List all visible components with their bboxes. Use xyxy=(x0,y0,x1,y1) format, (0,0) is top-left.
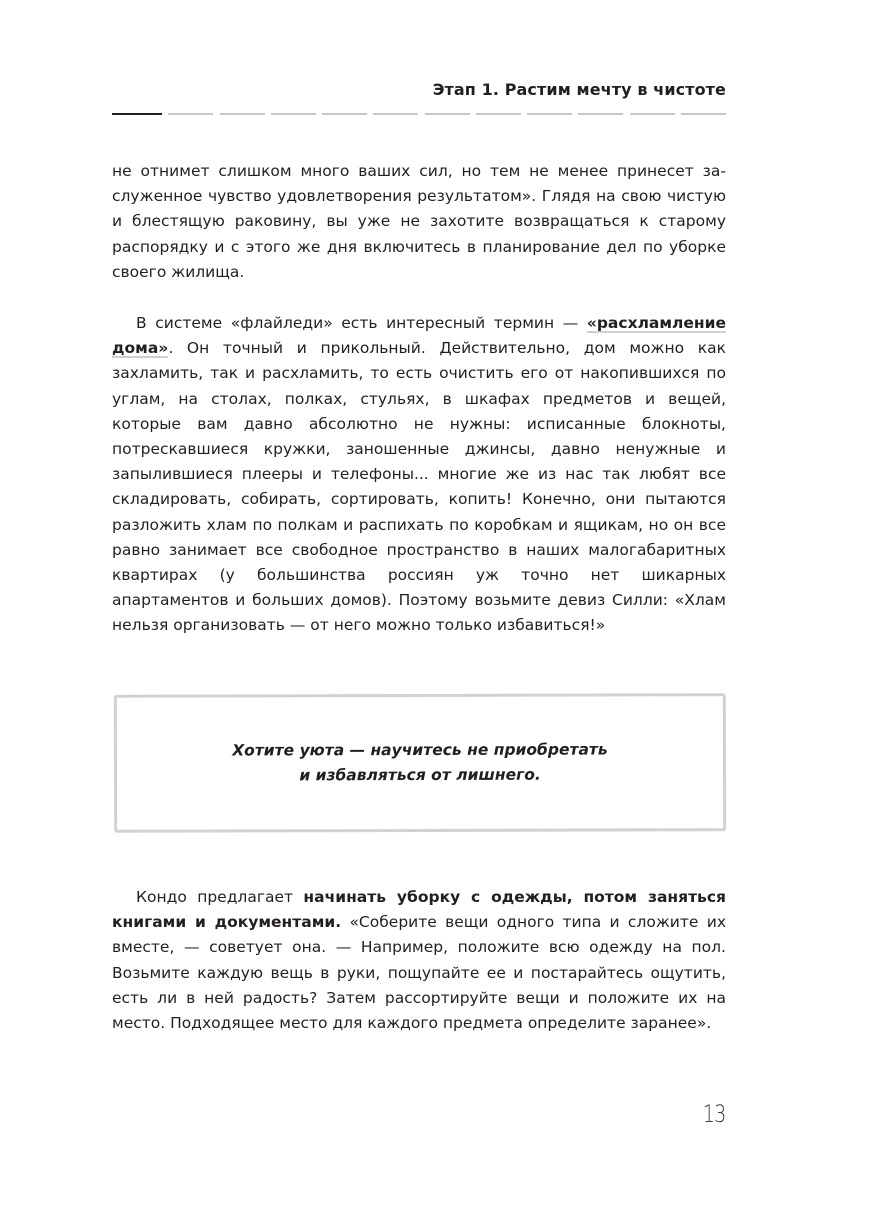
rule-segment xyxy=(322,113,367,115)
paragraph-kondo xyxy=(112,885,726,1036)
rule-segment xyxy=(271,113,316,115)
callout-line-2: и избавляться от лишнего. xyxy=(299,765,541,785)
paragraph-kondo-intro: Кондо предлагает xyxy=(136,888,304,906)
rule-segment xyxy=(373,113,418,115)
rule-segment xyxy=(681,113,726,115)
kondo-emphasis: начинать уборку с одежды, потом заняться книгами и документами. xyxy=(112,888,727,932)
rule-segment xyxy=(578,113,623,115)
page-number: 13 xyxy=(703,1100,726,1128)
paragraph-flylady-body: . Он точный и прикольный. Действительно, дом можно как захламить, так и расхламить, то есть очистить его от накопившихся по углам, на столах, полках, стульях, в шкафах предметов и вещей, которые вам давно абсолютно не нужны: исписанные блокноты, потрескавшиеся кружки, заношенные джинсы, давно ненужные и запылившиеся плееры и телефоны... многие же из нас так любят все складировать, собирать, сортировать, копить! Конечно, они пытаются разложить хлам по полкам и распихать по коробкам и ящикам, но он все равно занимает все свободное пространство в наших малогабаритных квартирах (у большинства россиян уж точно нет шикарных апартаментов и больших домов). Поэтому возьмите девиз Силли: «Хлам нельзя организовать — от него можно только избавиться!» xyxy=(112,339,726,635)
rule-segment xyxy=(168,113,213,115)
paragraph-flylady-intro: В системе «флайледи» есть интересный термин — xyxy=(136,314,587,332)
callout-box xyxy=(114,693,726,833)
rule-segment-active xyxy=(112,113,162,115)
callout-line-1: Хотите уюта — научитесь не приобретать xyxy=(232,740,608,760)
running-head-title: Этап 1. Растим мечту в чистоте xyxy=(432,80,726,99)
rule-segment xyxy=(425,113,470,115)
paragraph-kondo-body: «Соберите вещи одного типа и сложите их вместе, — советует она. — Например, положите всю одежду на пол. Возьмите каждую вещь в руки, пощупайте ее и постарайтесь ощутить, есть ли в ней радость? Затем рассортируйте вещи и положите их на место. Подходящее место для каждого предмета определите заранее». xyxy=(112,913,726,1033)
rule-segment xyxy=(220,113,265,115)
chapter-progress-rule xyxy=(112,113,726,116)
paragraph-continuation: не отнимет слишком много ваших сил, но тем не менее принесет заслуженное чувство удовлетворения результатом». Глядя на свою чистую и блестящую раковину, вы уже не захотите возвращаться к старому распорядку и с этого же дня включитесь в планирование дел по уборке своего жилища. xyxy=(112,162,726,281)
term-decluttering: «расхламление дома» xyxy=(112,314,726,358)
rule-segment xyxy=(527,113,572,115)
rule-segment xyxy=(476,113,521,115)
rule-segment xyxy=(630,113,675,115)
callout-quote xyxy=(232,738,608,789)
paragraph-flylady xyxy=(112,311,726,639)
